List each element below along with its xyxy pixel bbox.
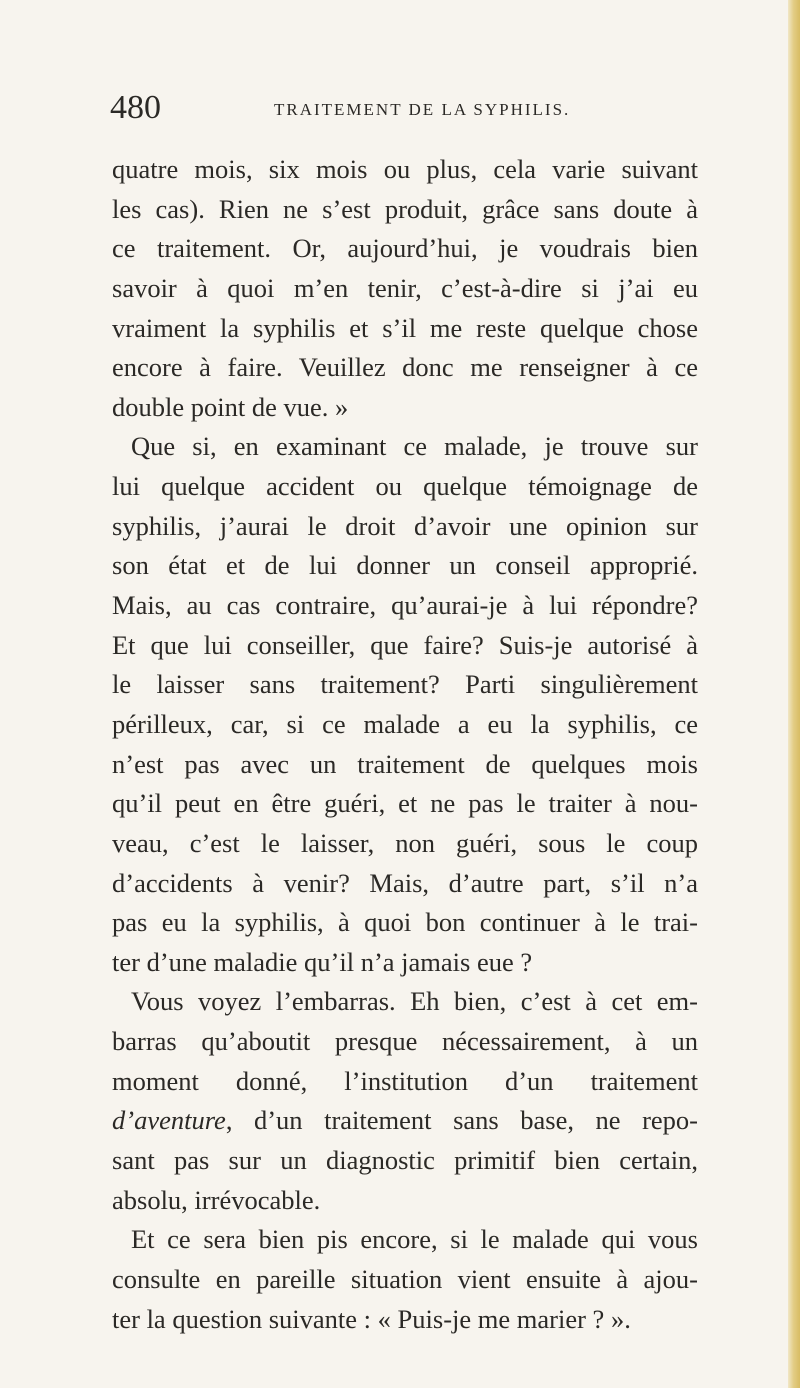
text-line: barras qu’aboutit presque nécessairement, à un	[112, 1026, 698, 1057]
text-fragment: , d’un traitement sans base, ne repo-	[225, 1105, 698, 1136]
text-line: son état et de lui donner un conseil approprié.	[112, 550, 698, 581]
text-line: Et ce sera bien pis encore, si le malade qui vous	[131, 1224, 698, 1255]
text-line: consulte en pareille situation vient ensuite à ajou-	[112, 1263, 698, 1294]
text-line: Que si, en examinant ce malade, je trouve sur	[131, 431, 698, 462]
text-line: sant pas sur un diagnostic primitif bien certain,	[112, 1145, 698, 1176]
text-line: Mais, au cas contraire, qu’aurai-je à lui répondre?	[112, 590, 698, 621]
text-line: Vous voyez l’embarras. Eh bien, c’est à cet em-	[131, 986, 698, 1017]
page-edge	[788, 0, 800, 1388]
text-line	[112, 1101, 698, 1141]
text-line: savoir à quoi m’en tenir, c’est-à-dire si j’ai eu	[112, 272, 698, 303]
text-line: quatre mois, six mois ou plus, cela varie suivant	[112, 154, 698, 184]
text-line: périlleux, car, si ce malade a eu la syphilis, ce	[112, 708, 698, 739]
text-line: encore à faire. Veuillez donc me renseigner à ce	[112, 352, 698, 383]
text-line: syphilis, j’aurai le droit d’avoir une opinion sur	[112, 510, 698, 541]
text-line: moment donné, l’institution d’un traitement	[112, 1065, 698, 1096]
body-text	[112, 150, 698, 1339]
text-line: Et que lui conseiller, que faire? Suis-je autorisé à	[112, 629, 698, 660]
text-line: veau, c’est le laisser, non guéri, sous le coup	[112, 827, 698, 858]
text-line: vraiment la syphilis et s’il me reste quelque chose	[112, 312, 698, 343]
italic-phrase: d’aventure	[112, 1105, 226, 1136]
text-line: ter d’une maladie qu’il n’a jamais eue ?	[112, 946, 533, 977]
text-line: pas eu la syphilis, à quoi bon continuer à le trai-	[112, 907, 698, 938]
text-line: les cas). Rien ne s’est produit, grâce sans doute à	[112, 193, 698, 224]
running-head: TRAITEMENT DE LA SYPHILIS.	[274, 100, 571, 119]
text-line: n’est pas avec un traitement de quelques mois	[112, 748, 698, 779]
text-line: lui quelque accident ou quelque témoignage de	[112, 471, 698, 502]
text-line: d’accidents à venir? Mais, d’autre part, s’il n’a	[112, 867, 698, 898]
text-line: ter la question suivante : « Puis-je me marier ? ».	[112, 1303, 631, 1334]
text-line: absolu, irrévocable.	[112, 1184, 321, 1215]
text-line: double point de vue. »	[112, 391, 349, 422]
page-number: 480	[110, 89, 161, 126]
text-line: ce traitement. Or, aujourd’hui, je voudrais bien	[112, 233, 698, 264]
text-line: le laisser sans traitement? Parti singulièrement	[112, 669, 698, 700]
text-line: qu’il peut en être guéri, et ne pas le traiter à nou-	[112, 788, 698, 819]
